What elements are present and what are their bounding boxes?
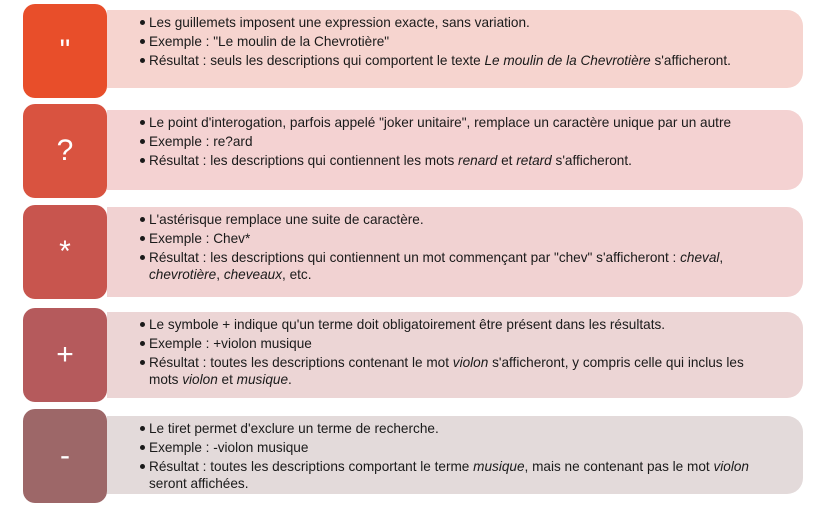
- bullet-text: Exemple : +violon musique: [149, 336, 312, 351]
- emphasized-text: violon: [182, 372, 218, 387]
- operator-symbol-plus: +: [23, 308, 107, 402]
- emphasized-text: cheveaux: [223, 267, 283, 282]
- emphasized-text: chevrotière: [149, 267, 217, 282]
- bullet-text: Résultat : les descriptions qui contiennent un mot commençant par "chev" s'afficheront :: [149, 250, 681, 265]
- emphasized-text: violon: [713, 459, 749, 474]
- bullet-item: [140, 114, 773, 131]
- bullet-text: et: [217, 372, 237, 387]
- bullet-text: Le point d'interogation, parfois appelé "joker unitaire", remplace un caractère unique par un autre: [149, 115, 732, 130]
- bullet-text: Exemple : Chev*: [149, 231, 251, 246]
- bullet-item: [140, 133, 773, 150]
- bullet-list: [140, 420, 773, 492]
- emphasized-text: violon: [452, 355, 489, 370]
- bullet-item: [140, 458, 773, 492]
- bullet-text: Le tiret permet d'exclure un terme de recherche.: [149, 421, 439, 436]
- bullet-text: et: [497, 153, 517, 168]
- bullet-text: s'afficheront.: [551, 153, 632, 168]
- bullet-item: [140, 316, 773, 333]
- bullet-item: [140, 354, 773, 388]
- operator-description-quotes: [107, 10, 803, 88]
- bullet-text: s'afficheront, y compris celle qui inclus les mots: [149, 355, 744, 387]
- bullet-text: seront affichées.: [149, 476, 249, 491]
- bullet-item: [140, 211, 773, 228]
- emphasized-text: Le moulin de la Chevrotière: [484, 53, 651, 68]
- operator-symbol-quotes: ": [23, 4, 107, 98]
- bullet-item: [140, 14, 773, 31]
- bullet-text: , etc.: [282, 267, 312, 282]
- bullet-text: Résultat : toutes les descriptions comportant le terme: [149, 459, 474, 474]
- bullet-item: [140, 335, 773, 352]
- bullet-text: Exemple : -violon musique: [149, 440, 309, 455]
- bullet-item: [140, 249, 773, 283]
- bullet-list: [140, 14, 773, 69]
- bullet-list: [140, 114, 773, 169]
- bullet-text: Résultat : seuls les descriptions qui comportent le texte: [149, 53, 485, 68]
- bullet-text: Le symbole + indique qu'un terme doit obligatoirement être présent dans les résultats.: [149, 317, 666, 332]
- operator-symbol-question-mark: ?: [23, 104, 107, 198]
- emphasized-text: retard: [516, 153, 552, 168]
- emphasized-text: cheval: [680, 250, 720, 265]
- bullet-item: [140, 230, 773, 247]
- bullet-item: [140, 33, 773, 50]
- bullet-text: s'afficheront.: [650, 53, 731, 68]
- bullet-text: Exemple : "Le moulin de la Chevrotière": [149, 34, 390, 49]
- bullet-text: .: [288, 372, 292, 387]
- bullet-list: [140, 211, 773, 283]
- emphasized-text: renard: [458, 153, 498, 168]
- bullet-text: Résultat : les descriptions qui contiennent les mots: [149, 153, 459, 168]
- bullet-text: Les guillemets imposent une expression exacte, sans variation.: [149, 15, 530, 30]
- bullet-item: [140, 152, 773, 169]
- bullet-item: [140, 52, 773, 69]
- emphasized-text: musique: [473, 459, 525, 474]
- bullet-text: L'astérisque remplace une suite de caractère.: [149, 212, 424, 227]
- bullet-text: Exemple : re?ard: [149, 134, 253, 149]
- bullet-text: ,: [719, 250, 724, 265]
- operator-symbol-minus: -: [23, 409, 107, 503]
- operator-description-plus: [107, 312, 803, 398]
- operator-description-asterisk: [107, 207, 803, 297]
- bullet-text: , mais ne contenant pas le mot: [524, 459, 714, 474]
- bullet-text: Résultat : toutes les descriptions contenant le mot: [149, 355, 453, 370]
- bullet-text: ,: [216, 267, 224, 282]
- emphasized-text: musique: [236, 372, 289, 387]
- bullet-list: [140, 316, 773, 388]
- bullet-item: [140, 420, 773, 437]
- operator-description-minus: [107, 416, 803, 494]
- bullet-item: [140, 439, 773, 456]
- operator-description-question-mark: [107, 110, 803, 190]
- operator-symbol-asterisk: *: [23, 205, 107, 299]
